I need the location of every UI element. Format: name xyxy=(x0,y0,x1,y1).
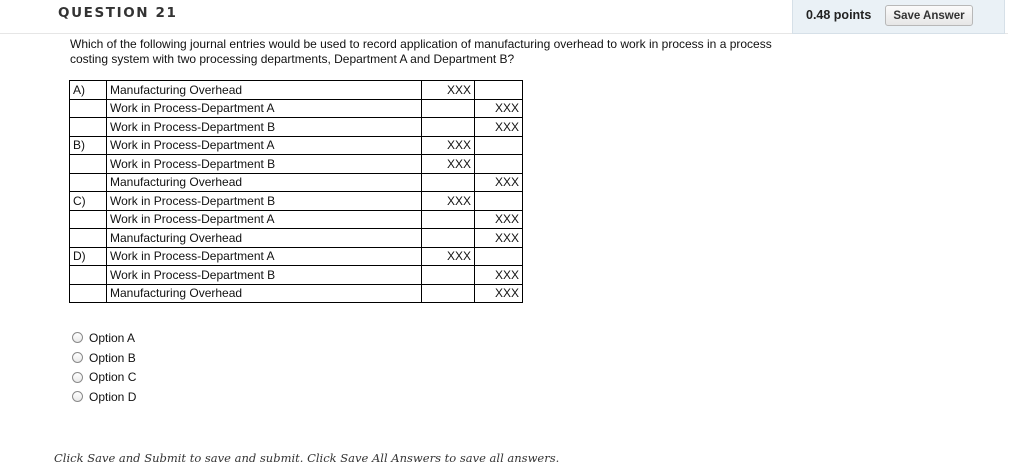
credit-cell: XXX xyxy=(475,266,523,285)
table-row xyxy=(70,155,523,174)
option-letter-cell: A) xyxy=(70,81,107,100)
debit-cell xyxy=(422,284,475,303)
points-panel xyxy=(792,0,1005,34)
option-a[interactable] xyxy=(72,328,136,348)
option-letter-cell: D) xyxy=(70,247,107,266)
option-letter-cell xyxy=(70,99,107,118)
question-title: QUESTION 21 xyxy=(58,5,178,21)
option-letter-cell xyxy=(70,284,107,303)
table-row xyxy=(70,210,523,229)
table-row xyxy=(70,99,523,118)
account-cell: Manufacturing Overhead xyxy=(107,173,422,192)
journal-entries-table xyxy=(69,80,523,303)
option-b-label: Option B xyxy=(89,350,136,365)
account-cell: Work in Process-Department A xyxy=(107,247,422,266)
option-c-label: Option C xyxy=(89,370,137,385)
question-text: Which of the following journal entries would be used to record application of manufacturing overhead to work in process in a process costing system with two processing departments, Department A and Department B? xyxy=(70,37,772,66)
credit-cell: XXX xyxy=(475,229,523,248)
option-d-radio[interactable] xyxy=(72,391,83,402)
account-cell: Work in Process-Department A xyxy=(107,99,422,118)
table-row xyxy=(70,81,523,100)
option-letter-cell xyxy=(70,173,107,192)
debit-cell xyxy=(422,173,475,192)
option-letter-cell xyxy=(70,155,107,174)
table-row xyxy=(70,118,523,137)
account-cell: Work in Process-Department A xyxy=(107,210,422,229)
debit-cell: XXX xyxy=(422,155,475,174)
debit-cell: XXX xyxy=(422,136,475,155)
debit-cell xyxy=(422,229,475,248)
debit-cell xyxy=(422,266,475,285)
credit-cell xyxy=(475,81,523,100)
credit-cell xyxy=(475,247,523,266)
account-cell: Work in Process-Department B xyxy=(107,155,422,174)
option-letter-cell xyxy=(70,118,107,137)
debit-cell: XXX xyxy=(422,81,475,100)
account-cell: Manufacturing Overhead xyxy=(107,229,422,248)
table-row xyxy=(70,247,523,266)
debit-cell xyxy=(422,210,475,229)
option-a-label: Option A xyxy=(89,330,136,345)
option-letter-cell: B) xyxy=(70,136,107,155)
debit-cell: XXX xyxy=(422,247,475,266)
option-d-label: Option D xyxy=(89,389,137,404)
option-letter-cell xyxy=(70,210,107,229)
option-d[interactable] xyxy=(72,387,136,407)
option-a-radio[interactable] xyxy=(72,332,83,343)
option-letter-cell xyxy=(70,266,107,285)
option-c-radio[interactable] xyxy=(72,372,83,383)
answer-options xyxy=(72,328,136,407)
option-c[interactable] xyxy=(72,367,136,387)
table-row xyxy=(70,266,523,285)
credit-cell: XXX xyxy=(475,99,523,118)
debit-cell: XXX xyxy=(422,192,475,211)
table-row xyxy=(70,136,523,155)
credit-cell: XXX xyxy=(475,173,523,192)
table-row xyxy=(70,229,523,248)
account-cell: Work in Process-Department B xyxy=(107,118,422,137)
option-letter-cell xyxy=(70,229,107,248)
table-row xyxy=(70,284,523,303)
save-instructions: Click Save and Submit to save and submit. Click Save All Answers to save all answers. xyxy=(54,451,560,465)
option-letter-cell: C) xyxy=(70,192,107,211)
credit-cell xyxy=(475,136,523,155)
question-header xyxy=(0,0,1008,34)
debit-cell xyxy=(422,99,475,118)
account-cell: Work in Process-Department B xyxy=(107,192,422,211)
credit-cell xyxy=(475,192,523,211)
credit-cell: XXX xyxy=(475,118,523,137)
save-answer-button[interactable]: Save Answer xyxy=(885,5,973,26)
debit-cell xyxy=(422,118,475,137)
credit-cell: XXX xyxy=(475,284,523,303)
credit-cell: XXX xyxy=(475,210,523,229)
table-row xyxy=(70,173,523,192)
credit-cell xyxy=(475,155,523,174)
account-cell: Work in Process-Department B xyxy=(107,266,422,285)
option-b-radio[interactable] xyxy=(72,352,83,363)
account-cell: Manufacturing Overhead xyxy=(107,284,422,303)
table-row xyxy=(70,192,523,211)
option-b[interactable] xyxy=(72,348,136,368)
account-cell: Manufacturing Overhead xyxy=(107,81,422,100)
account-cell: Work in Process-Department A xyxy=(107,136,422,155)
points-value: 0.48 points xyxy=(806,8,872,22)
